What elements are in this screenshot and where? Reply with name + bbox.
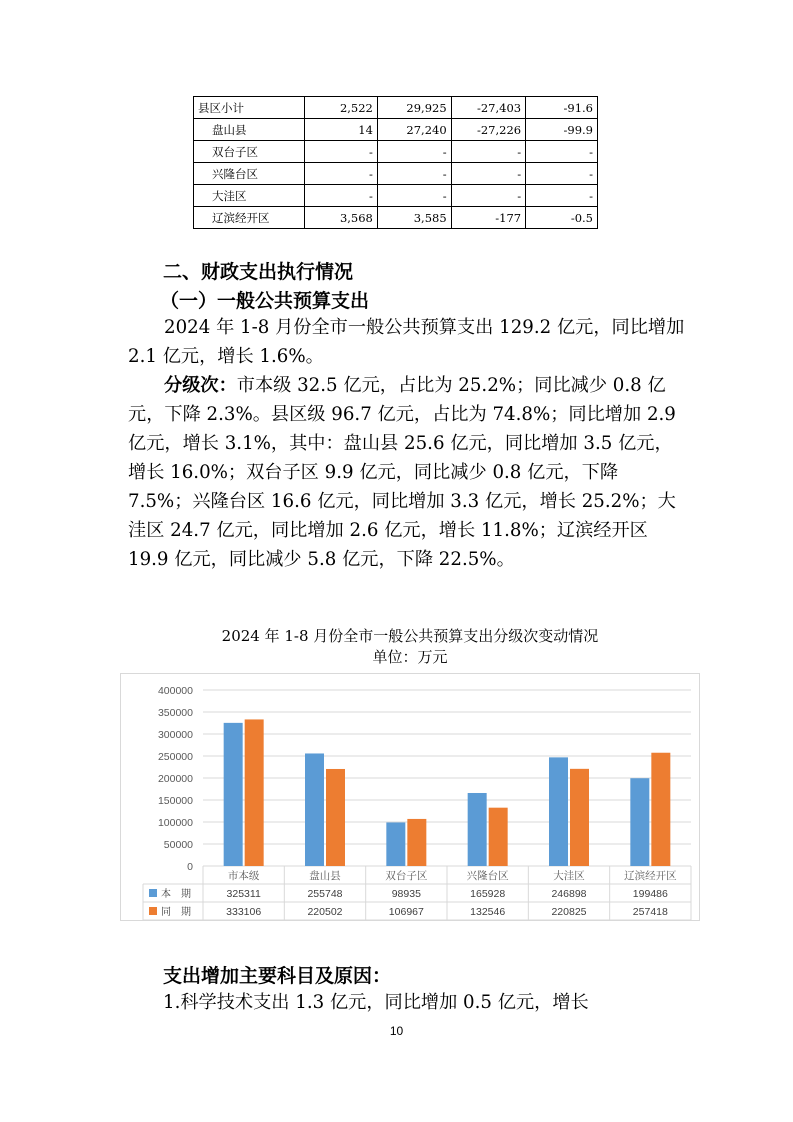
table-cell: -: [377, 163, 451, 185]
table-cell: -99.9: [526, 119, 598, 141]
table-cell: -: [305, 185, 377, 207]
by-level-text: 市本级 32.5 亿元，占比为 25.2%；同比减少 0.8 亿元，下降 2.3%。县区级 96.7 亿元，占比为 74.8%；同比增加 2.9 亿元，增长 3.1%，其中：盘山县 25.6 亿元，同比增加 3.5 亿元，增长 16.0%；双台子区 9.9 亿元，同比减少 0.8 亿元，下降 7.5%；兴隆台区 16.6 亿元，同比增加 3.3 亿元，增长 25.2%；大洼区 24.7 亿元，同比增加 2.6 亿元，增长 11.8%；辽滨经开区 19.9 亿元，同比减少 5.8 亿元，下降 22.5%。: [128, 375, 676, 570]
y-tick-label: 0: [187, 861, 193, 873]
table-cell: -: [377, 185, 451, 207]
data-table-value: 220825: [551, 906, 587, 918]
table-cell: 3,585: [377, 207, 451, 229]
bar-current: [305, 753, 324, 866]
bar-current: [468, 793, 487, 866]
table-cell: -91.6: [526, 97, 598, 119]
legend-swatch: [149, 889, 157, 897]
y-tick-label: 200000: [157, 773, 193, 785]
legend-swatch: [149, 907, 157, 915]
bar-prior: [245, 719, 264, 866]
list-item-science-tech: 1.科学技术支出 1.3 亿元，同比增加 0.5 亿元，增长: [163, 992, 589, 1013]
data-table-value: 165928: [470, 888, 506, 900]
x-category-label: 盘山县: [309, 870, 341, 882]
table-row: [194, 97, 598, 119]
data-table-value: 98935: [391, 888, 421, 900]
paragraph-total-expenditure: 2024 年 1-8 月份全市一般公共预算支出 129.2 亿元，同比增加 2.1 亿元，增长 1.6%。: [128, 317, 685, 367]
bar-current: [549, 757, 568, 866]
bar-prior: [407, 819, 426, 866]
table-cell: -: [377, 141, 451, 163]
table-row: [194, 119, 598, 141]
data-table-value: 220502: [307, 906, 343, 918]
bar-chart: [120, 673, 700, 921]
data-table-value: 257418: [632, 906, 668, 918]
table-cell: -: [451, 141, 525, 163]
legend-label: 本 期: [161, 889, 191, 900]
table-cell: 29,925: [377, 97, 451, 119]
chart-unit: 单位：万元: [372, 648, 448, 666]
row-label: 县区小计: [194, 97, 305, 119]
x-category-label: 市本级: [227, 870, 260, 882]
bar-prior: [570, 769, 589, 866]
x-category-label: 辽滨经开区: [624, 870, 677, 882]
bar-prior: [651, 753, 670, 866]
table-cell: -27,226: [451, 119, 525, 141]
by-level-label: 分级次：: [164, 375, 237, 396]
bar-current: [386, 822, 405, 866]
page-number: 10: [389, 1024, 404, 1038]
table-cell: -: [526, 141, 598, 163]
data-table-value: 199486: [632, 888, 668, 900]
table-cell: 14: [305, 119, 377, 141]
section-heading-expenditure: 二、财政支出执行情况: [163, 261, 354, 283]
bar-current: [224, 723, 243, 866]
bar-prior: [326, 769, 345, 866]
table-row: [194, 163, 598, 185]
table-cell: 2,522: [305, 97, 377, 119]
x-category-label: 大洼区: [553, 870, 585, 882]
data-table-value: 132546: [470, 906, 506, 918]
paragraph-by-level: [128, 371, 688, 574]
section-heading-increase-reasons: 支出增加主要科目及原因：: [163, 965, 392, 987]
data-table-value: 333106: [226, 906, 262, 918]
table-row: [194, 185, 598, 207]
table-cell: -0.5: [526, 207, 598, 229]
row-label: 兴隆台区: [194, 163, 305, 185]
row-label: 盘山县: [194, 119, 305, 141]
data-table-value: 106967: [388, 906, 424, 918]
table-cell: -27,403: [451, 97, 525, 119]
table-cell: 3,568: [305, 207, 377, 229]
bar-prior: [489, 808, 508, 866]
y-tick-label: 250000: [157, 751, 193, 763]
table-cell: -177: [451, 207, 525, 229]
regional-revenue-table: [193, 96, 598, 229]
y-tick-label: 350000: [157, 707, 193, 719]
table-cell: -: [305, 141, 377, 163]
legend-label: 同 期: [161, 907, 191, 918]
row-label: 大洼区: [194, 185, 305, 207]
y-tick-label: 150000: [157, 795, 193, 807]
row-label: 双台子区: [194, 141, 305, 163]
table-row: [194, 141, 598, 163]
table-cell: 27,240: [377, 119, 451, 141]
row-label: 辽滨经开区: [194, 207, 305, 229]
x-category-label: 兴隆台区: [466, 870, 509, 882]
table-cell: -: [526, 185, 598, 207]
data-table-value: 246898: [551, 888, 587, 900]
table-cell: -: [305, 163, 377, 185]
table-cell: -: [526, 163, 598, 185]
y-tick-label: 50000: [163, 839, 193, 851]
table-row: [194, 207, 598, 229]
y-tick-label: 100000: [157, 817, 193, 829]
x-category-label: 双台子区: [385, 870, 428, 882]
y-tick-label: 300000: [157, 729, 193, 741]
subsection-heading-general-budget: （一）一般公共预算支出: [160, 290, 370, 312]
data-table-value: 325311: [226, 888, 261, 900]
table-cell: -: [451, 185, 525, 207]
data-table-value: 255748: [307, 888, 343, 900]
bar-current: [630, 778, 649, 866]
chart-title: 2024 年 1-8 月份全市一般公共预算支出分级次变动情况: [221, 627, 599, 645]
y-tick-label: 400000: [157, 685, 193, 697]
chart-canvas: [121, 674, 699, 920]
table-cell: -: [451, 163, 525, 185]
